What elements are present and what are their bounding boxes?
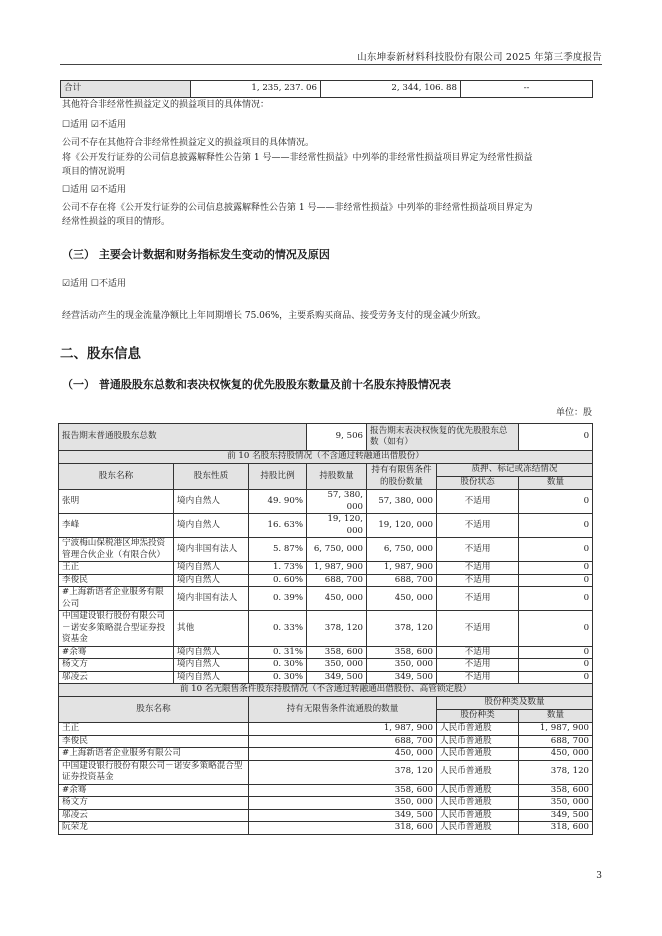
- u-cell-name: 邬凌云: [59, 809, 249, 822]
- section-heading-shareholder-table: （一） 普通股股东总数和表决权恢复的优先股股东数量及前十名股东持股情况表: [62, 378, 451, 391]
- col-header-status: 股份状态: [437, 477, 519, 490]
- u-cell-kind: 人民币普通股: [437, 809, 519, 822]
- col-header-nature: 股东性质: [174, 464, 249, 490]
- header-divider: [60, 64, 602, 65]
- cell-qty: 1, 987, 900: [307, 562, 367, 575]
- col-header-qty: 持股数量: [307, 464, 367, 490]
- cell-name: 李峰: [59, 514, 174, 538]
- table-row: [59, 574, 593, 587]
- cell-nature: 境内自然人: [174, 646, 249, 659]
- col-header-count: 数量: [519, 477, 593, 490]
- u-cell-kind: 人民币普通股: [437, 822, 519, 835]
- no-reclassification-text-2: 经常性损益的项目的情形。: [62, 217, 171, 227]
- no-reclassification-text-1: 公司不存在将《公开发行证券的公司信息披露解释性公告第 1 号——非经常性损益》中列举的非经常性损益项目界定为: [62, 203, 533, 213]
- top10-shareholders-table: [58, 423, 593, 835]
- cell-status: 不适用: [437, 646, 519, 659]
- total-current: 1, 235, 237. 06: [191, 81, 321, 98]
- u-cell-qty: 450, 000: [249, 748, 437, 761]
- other-items-text: 其他符合非经常性损益定义的损益项目的具体情况：: [62, 100, 270, 110]
- cell-name: 中国建设银行股份有限公司－诺安多策略混合型证券投资基金: [59, 611, 174, 647]
- u-cell-name: #余骞: [59, 784, 249, 797]
- section-heading-changes: （三） 主要会计数据和财务指标发生变动的情况及原因: [62, 248, 330, 261]
- top10-title: 前 10 名股东持股情况（不含通过转融通出借股份）: [59, 451, 593, 464]
- col-header-ratio: 持股比例: [249, 464, 307, 490]
- u-cell-qty: 318, 600: [249, 822, 437, 835]
- u-cell-name: 中国建设银行股份有限公司－诺安多策略混合型证券投资基金: [59, 760, 249, 784]
- cell-ratio: 0. 39%: [249, 587, 307, 611]
- cell-status: 不适用: [437, 490, 519, 514]
- u-cell-name: 阮荣龙: [59, 822, 249, 835]
- cell-status: 不适用: [437, 587, 519, 611]
- cell-qty: 378, 120: [307, 611, 367, 647]
- u-col-header-qty: 持有无限售条件流通股的数量: [249, 697, 437, 723]
- table-row: [59, 723, 593, 736]
- section-heading-shareholders: 二、股东信息: [60, 346, 141, 362]
- cell-restricted: 688, 700: [367, 574, 437, 587]
- cell-ratio: 0. 30%: [249, 659, 307, 672]
- cell-qty: 688, 700: [307, 574, 367, 587]
- cell-nature: 境内自然人: [174, 490, 249, 514]
- cell-count: 0: [519, 562, 593, 575]
- total-holders-label: 报告期末普通股股东总数: [59, 424, 307, 451]
- cell-count: 0: [519, 574, 593, 587]
- table-row: [59, 587, 593, 611]
- cell-status: 不适用: [437, 671, 519, 684]
- cell-restricted: 6, 750, 000: [367, 538, 437, 562]
- cell-status: 不适用: [437, 538, 519, 562]
- u-cell-count: 450, 000: [519, 748, 593, 761]
- cell-qty: 6, 750, 000: [307, 538, 367, 562]
- u-cell-kind: 人民币普通股: [437, 748, 519, 761]
- u-cell-name: 杨文方: [59, 797, 249, 810]
- cell-nature: 境内非国有法人: [174, 587, 249, 611]
- cell-qty: 450, 000: [307, 587, 367, 611]
- table-row: [59, 646, 593, 659]
- cell-count: 0: [519, 587, 593, 611]
- table-row: [59, 538, 593, 562]
- u-col-header-kind: 股份种类: [437, 710, 519, 723]
- cell-ratio: 0. 31%: [249, 646, 307, 659]
- table-row: [59, 735, 593, 748]
- total-label: 合计: [61, 81, 191, 98]
- cell-status: 不适用: [437, 514, 519, 538]
- u-col-header-count: 数量: [519, 710, 593, 723]
- u-cell-count: 358, 600: [519, 784, 593, 797]
- cell-name: #余骞: [59, 646, 174, 659]
- pref-holders-label: 报告期末表决权恢复的优先股股东总数（如有）: [367, 424, 519, 451]
- col-header-restricted: 持有有限售条件的股份数量: [367, 464, 437, 490]
- cell-status: 不适用: [437, 562, 519, 575]
- cell-ratio: 5. 87%: [249, 538, 307, 562]
- cell-name: 宁波梅山保税港区坤炁投资管理合伙企业（有限合伙）: [59, 538, 174, 562]
- cell-restricted: 1, 987, 900: [367, 562, 437, 575]
- reclassification-text-2: 项目的情况说明: [62, 167, 126, 177]
- unit-label: 单位：股: [555, 408, 592, 418]
- u-cell-name: #上海新语者企业服务有限公司: [59, 748, 249, 761]
- cell-count: 0: [519, 611, 593, 647]
- cell-status: 不适用: [437, 659, 519, 672]
- table-row: [59, 760, 593, 784]
- table-row: [59, 611, 593, 647]
- u-cell-kind: 人民币普通股: [437, 760, 519, 784]
- cell-restricted: 350, 000: [367, 659, 437, 672]
- cell-name: 杨文方: [59, 659, 174, 672]
- total-ytd: 2, 344, 106. 88: [321, 81, 461, 98]
- page-header-title: 山东坤泰新材料科技股份有限公司 2025 年第三季度报告: [357, 52, 602, 63]
- cell-restricted: 19, 120, 000: [367, 514, 437, 538]
- u-cell-qty: 378, 120: [249, 760, 437, 784]
- cashflow-explanation: 经营活动产生的现金流量净额比上年同期增长 75.06%，主要系购买商品、接受劳务支付的现金减少所致。: [62, 311, 487, 321]
- cell-restricted: 450, 000: [367, 587, 437, 611]
- u-cell-count: 349, 500: [519, 809, 593, 822]
- u-cell-qty: 688, 700: [249, 735, 437, 748]
- cell-nature: 境内非国有法人: [174, 538, 249, 562]
- applicability-checkbox: ☐适用 ☑不适用: [62, 185, 126, 195]
- cell-ratio: 16. 63%: [249, 514, 307, 538]
- cell-ratio: 1. 73%: [249, 562, 307, 575]
- cell-ratio: 0. 33%: [249, 611, 307, 647]
- u-cell-count: 1, 987, 900: [519, 723, 593, 736]
- cell-restricted: 358, 600: [367, 646, 437, 659]
- u-cell-kind: 人民币普通股: [437, 797, 519, 810]
- u-cell-count: 350, 000: [519, 797, 593, 810]
- cell-count: 0: [519, 659, 593, 672]
- cell-restricted: 378, 120: [367, 611, 437, 647]
- applicability-checkbox: ☐适用 ☑不适用: [62, 120, 126, 130]
- cell-nature: 境内自然人: [174, 659, 249, 672]
- u-cell-qty: 350, 000: [249, 797, 437, 810]
- table-row: [59, 784, 593, 797]
- no-other-items-text: 公司不存在其他符合非经常性损益定义的损益项目的具体情况。: [62, 138, 315, 148]
- cell-ratio: 0. 60%: [249, 574, 307, 587]
- u-col-header-name: 股东名称: [59, 697, 249, 723]
- u-cell-count: 378, 120: [519, 760, 593, 784]
- applicability-checkbox: ☑适用 ☐不适用: [62, 279, 126, 289]
- cell-restricted: 349, 500: [367, 671, 437, 684]
- cell-name: 邬凌云: [59, 671, 174, 684]
- table-row: [59, 797, 593, 810]
- cell-ratio: 49. 90%: [249, 490, 307, 514]
- cell-restricted: 57, 380, 000: [367, 490, 437, 514]
- col-header-pledge: 质押、标记或冻结情况: [437, 464, 593, 477]
- cell-ratio: 0. 30%: [249, 671, 307, 684]
- cell-nature: 其他: [174, 611, 249, 647]
- cell-qty: 358, 600: [307, 646, 367, 659]
- table-row: [59, 659, 593, 672]
- cell-qty: 349, 500: [307, 671, 367, 684]
- cell-count: 0: [519, 538, 593, 562]
- table-row: [59, 490, 593, 514]
- cell-count: 0: [519, 490, 593, 514]
- cell-name: 王正: [59, 562, 174, 575]
- u-cell-name: 李俊民: [59, 735, 249, 748]
- cell-qty: 19, 120, 000: [307, 514, 367, 538]
- cell-name: 李俊民: [59, 574, 174, 587]
- table-row: [59, 514, 593, 538]
- cell-name: 张明: [59, 490, 174, 514]
- cell-count: 0: [519, 671, 593, 684]
- u-cell-qty: 349, 500: [249, 809, 437, 822]
- cell-nature: 境内自然人: [174, 562, 249, 575]
- cell-name: #上海新语者企业服务有限公司: [59, 587, 174, 611]
- reclassification-text-1: 将《公开发行证券的公司信息披露解释性公告第 1 号——非经常性损益》中列举的非经常性损益项目界定为经常性损益: [62, 153, 533, 163]
- cell-qty: 350, 000: [307, 659, 367, 672]
- u-cell-name: 王正: [59, 723, 249, 736]
- cell-nature: 境内自然人: [174, 514, 249, 538]
- cell-nature: 境内自然人: [174, 671, 249, 684]
- table-row: [59, 748, 593, 761]
- cell-status: 不适用: [437, 574, 519, 587]
- u-cell-count: 688, 700: [519, 735, 593, 748]
- u-cell-kind: 人民币普通股: [437, 735, 519, 748]
- total-note: --: [461, 81, 593, 98]
- table-row: [59, 809, 593, 822]
- u-cell-kind: 人民币普通股: [437, 723, 519, 736]
- cell-count: 0: [519, 646, 593, 659]
- u-cell-qty: 358, 600: [249, 784, 437, 797]
- u-cell-qty: 1, 987, 900: [249, 723, 437, 736]
- pref-holders-value: 0: [519, 424, 593, 451]
- unrestricted-title: 前 10 名无限售条件股东持股情况（不含通过转融通出借股份、高管锁定股）: [59, 684, 593, 697]
- table-row: [59, 671, 593, 684]
- cell-nature: 境内自然人: [174, 574, 249, 587]
- col-header-name: 股东名称: [59, 464, 174, 490]
- table-row: [59, 822, 593, 835]
- u-cell-kind: 人民币普通股: [437, 784, 519, 797]
- u-cell-count: 318, 600: [519, 822, 593, 835]
- table-row: [59, 562, 593, 575]
- page-number: 3: [596, 871, 602, 881]
- cell-status: 不适用: [437, 611, 519, 647]
- u-col-header-kind-qty: 股份种类及数量: [437, 697, 593, 710]
- total-holders-value: 9, 506: [307, 424, 367, 451]
- cell-qty: 57, 380, 000: [307, 490, 367, 514]
- nonrecurring-total-table: [60, 80, 593, 98]
- cell-count: 0: [519, 514, 593, 538]
